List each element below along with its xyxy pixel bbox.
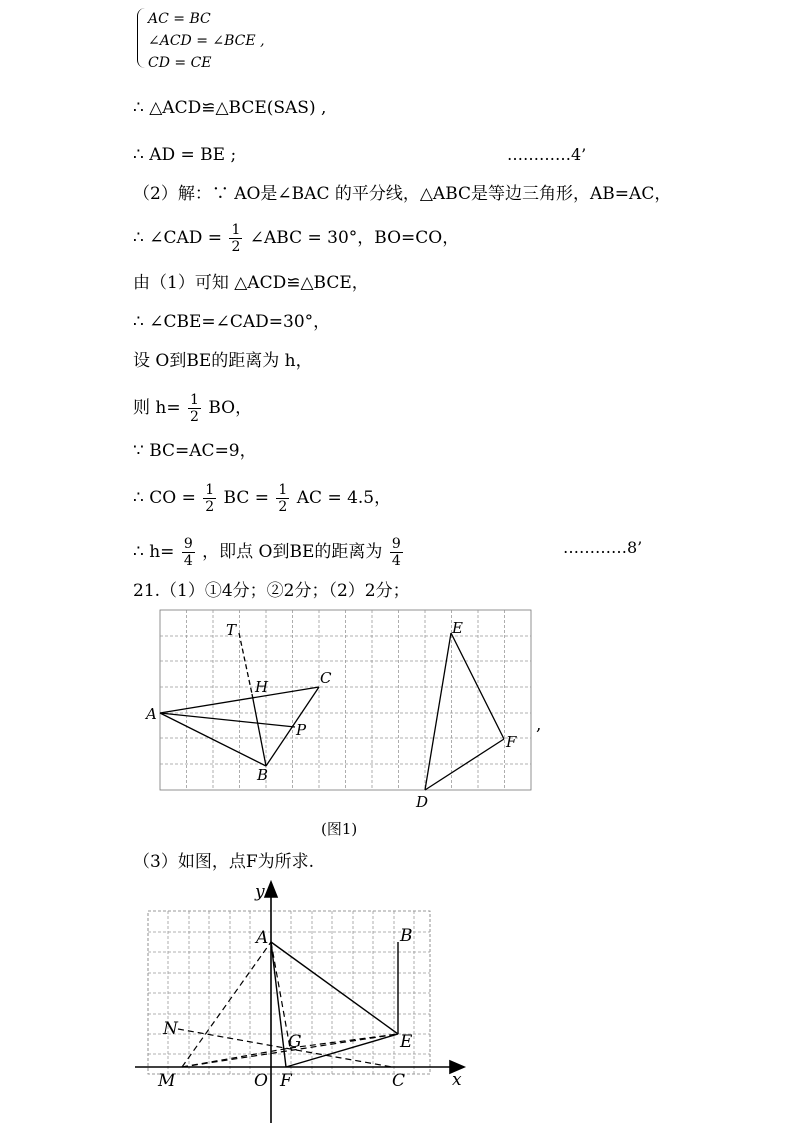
label-x: x [452, 1070, 462, 1090]
fraction-nine-quarters [182, 536, 195, 569]
dashed-MG [182, 1048, 290, 1067]
from-part1-line: 由（1）可知 △ACD≌△BCE， [133, 273, 369, 293]
co-pre: ∴ CO = [133, 488, 196, 508]
fig1-grid [160, 610, 531, 790]
dashed-GE [290, 1034, 398, 1048]
figure-2 [130, 880, 480, 1123]
fraction-den: 2 [205, 499, 215, 515]
fraction-half [203, 482, 216, 515]
label-y: y [255, 882, 265, 902]
fraction-num: 9 [391, 536, 401, 552]
angle-cad-pre: ∴ ∠CAD = [133, 228, 223, 248]
angle-cad-post: ∠ABC = 30°，BO=CO， [249, 228, 460, 248]
figure-1 [140, 605, 560, 815]
fraction-den: 4 [183, 553, 193, 569]
label-C: C [392, 1071, 406, 1091]
ad-equals-be: ∴ AD = BE ; [133, 145, 237, 165]
part2-intro: （2）解：∵ AO是∠BAC 的平分线，△ABC是等边三角形，AB=AC， [133, 184, 672, 204]
segment-AF [271, 942, 286, 1067]
label-A: A [256, 928, 269, 948]
system-eq-3: CD = CE [148, 55, 212, 71]
h-equals-line [133, 392, 252, 425]
label-C: C [320, 669, 332, 687]
define-h-line: 设 O到BE的距离为 h， [133, 351, 313, 371]
segment-FD [425, 739, 504, 790]
fraction-num: 1 [231, 222, 241, 238]
segment-AP [160, 713, 295, 727]
angle-cbe-line: ∴ ∠CBE=∠CAD=30°， [133, 312, 331, 332]
label-H: H [255, 678, 269, 696]
score-8: …………8’ [563, 538, 643, 557]
fraction-num: 9 [183, 536, 193, 552]
label-P: P [296, 721, 307, 739]
fraction-num: 1 [190, 392, 199, 408]
segment-EF [451, 633, 504, 739]
co-line [133, 482, 391, 515]
h-result-mid: ，即点 O到BE的距离为 [202, 542, 383, 562]
figure-1-caption: (图1) [321, 820, 358, 838]
fraction-half [229, 222, 242, 255]
segment-ED [425, 633, 451, 790]
label-D: D [416, 793, 429, 811]
segment-AE [271, 942, 398, 1034]
label-E: E [452, 619, 463, 637]
figure-trailing-comma: , [536, 715, 542, 735]
h-result-line [133, 536, 405, 569]
h-pre: 则 h= [133, 398, 181, 418]
fraction-den: 2 [278, 499, 288, 515]
label-N: N [163, 1019, 178, 1039]
h-result-pre: ∴ h= [133, 542, 175, 562]
angle-cad-line [133, 222, 459, 255]
fraction-half [276, 482, 289, 515]
label-T: T [226, 621, 237, 639]
fraction-num: 1 [205, 482, 215, 498]
label-G: G [288, 1032, 302, 1052]
system-eq-1: AC = BC [148, 11, 211, 27]
label-F: F [280, 1071, 292, 1091]
fraction-nine-quarters [390, 536, 403, 569]
label-F: F [506, 733, 517, 751]
co-mid: BC = [223, 488, 270, 508]
part3-line: （3）如图，点F为所求. [133, 852, 315, 872]
fraction-den: 2 [190, 409, 199, 425]
fraction-den: 4 [391, 553, 401, 569]
segment-FE [286, 1034, 398, 1067]
left-brace [137, 8, 146, 68]
label-A: A [146, 705, 157, 723]
segment-TH-dashed [239, 633, 252, 694]
label-E: E [400, 1032, 413, 1052]
label-B: B [400, 926, 413, 946]
fraction-den: 2 [231, 239, 241, 255]
fraction-half [188, 392, 201, 425]
h-post: BO， [208, 398, 253, 418]
score-4: …………4’ [507, 145, 587, 164]
bc-ac-line: ∵ BC=AC=9， [133, 441, 257, 461]
dashed-MA [182, 942, 271, 1067]
co-post: AC = 4.5， [296, 488, 392, 508]
fraction-num: 1 [278, 482, 288, 498]
system-eq-2: ∠ACD = ∠BCE , [148, 33, 265, 49]
label-B: B [257, 766, 269, 784]
label-O: O [254, 1071, 268, 1091]
q21-scores: 21.（1）①4分；②2分；（2）2分； [133, 581, 410, 601]
y-axis-arrow [265, 882, 277, 897]
label-M: M [158, 1071, 176, 1091]
congruence-line: ∴ △ACD≌△BCE(SAS) , [133, 98, 327, 118]
segment-BH [252, 694, 266, 766]
